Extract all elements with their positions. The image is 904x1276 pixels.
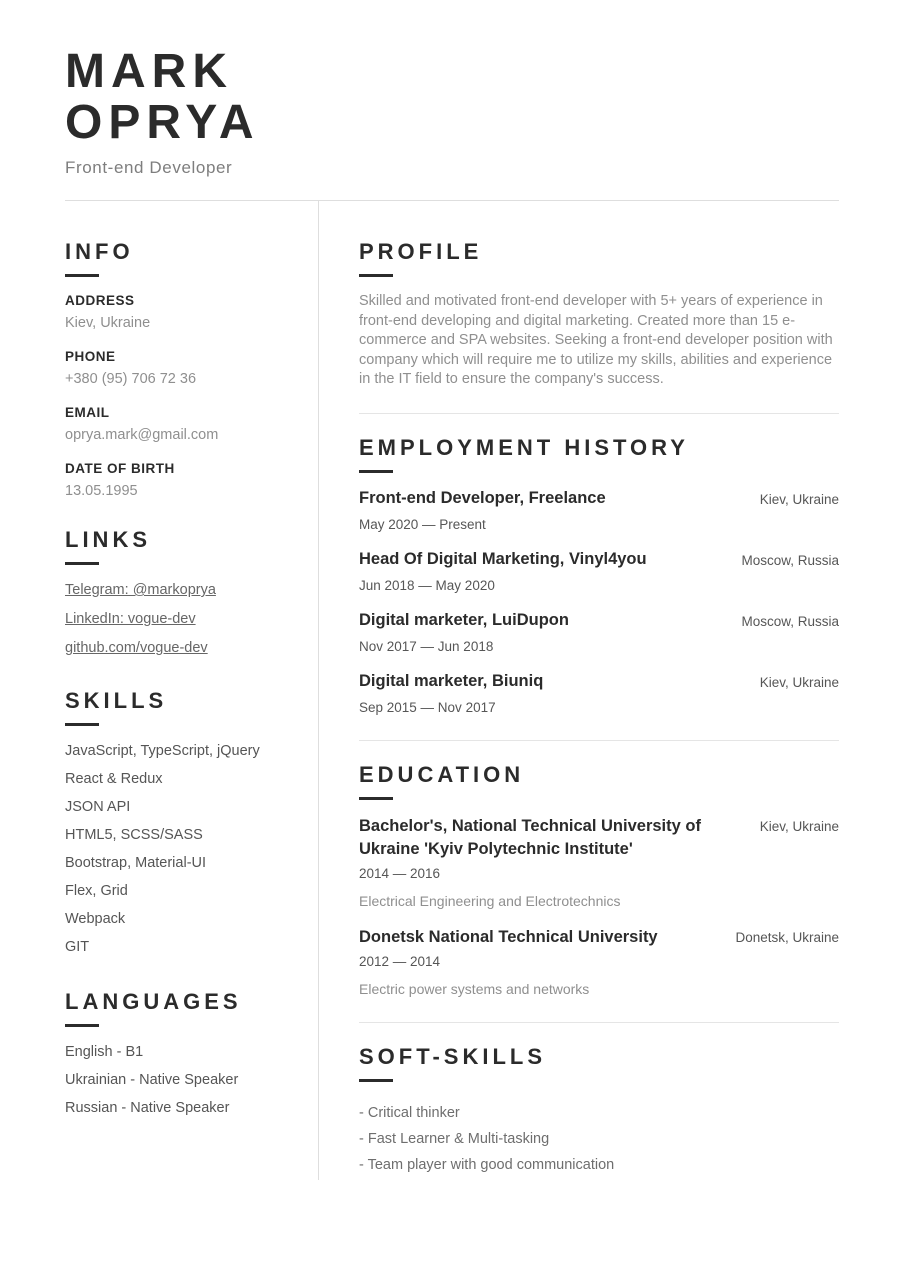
education-dates: 2012 — 2014 <box>359 953 441 969</box>
education-description: Electric power systems and networks <box>359 980 590 997</box>
employment-entry <box>359 610 839 656</box>
main-column <box>319 201 839 1180</box>
section-divider <box>359 413 839 414</box>
skills-section <box>65 688 290 957</box>
soft-skills-section <box>359 1044 839 1175</box>
entry-row <box>359 671 839 693</box>
heading-underline <box>65 562 99 565</box>
languages-section <box>65 989 290 1118</box>
skill-item: Bootstrap, Material-UI <box>65 855 207 871</box>
employment-dates: May 2020 — Present <box>359 516 486 532</box>
soft-skills-heading: SOFT-SKILLS <box>359 1043 546 1069</box>
profile-heading: PROFILE <box>359 239 483 264</box>
education-dates: 2014 — 2016 <box>359 865 441 881</box>
heading-underline <box>65 1024 99 1027</box>
info-field-label: PHONE <box>65 349 116 364</box>
skill-item: Webpack <box>65 911 126 927</box>
section-divider <box>359 740 839 741</box>
employment-entry <box>359 671 839 717</box>
skills-heading: SKILLS <box>65 688 168 713</box>
employment-title: Front-end Developer, Freelance <box>359 488 606 507</box>
language-item: English - B1 <box>65 1044 144 1060</box>
link-github[interactable]: github.com/vogue-dev <box>65 640 208 656</box>
skills-list <box>65 742 290 957</box>
education-description: Electrical Engineering and Electrotechnics <box>359 892 621 909</box>
employment-location: Moscow, Russia <box>741 552 839 568</box>
skill-item: JavaScript, TypeScript, jQuery <box>65 743 260 759</box>
person-name <box>65 46 839 148</box>
skill-item: HTML5, SCSS/SASS <box>65 827 203 843</box>
skill-item: Flex, Grid <box>65 883 128 899</box>
info-field-value: Kiev, Ukraine <box>65 315 151 331</box>
languages-heading: LANGUAGES <box>65 989 242 1014</box>
links-section <box>65 527 290 658</box>
education-location: Kiev, Ukraine <box>759 818 839 834</box>
info-field-value: 13.05.1995 <box>65 483 138 499</box>
person-name-line1: MARK <box>65 45 233 98</box>
language-item: Ukrainian - Native Speaker <box>65 1072 239 1088</box>
header <box>0 0 904 178</box>
skill-item: React & Redux <box>65 771 163 787</box>
info-field-date-of-birth <box>65 460 290 501</box>
education-location: Donetsk, Ukraine <box>735 929 839 945</box>
employment-dates: Jun 2018 — May 2020 <box>359 577 495 593</box>
languages-list <box>65 1043 290 1118</box>
info-field-phone <box>65 348 290 389</box>
employment-entry <box>359 488 839 534</box>
employment-section <box>359 435 839 717</box>
employment-entry <box>359 549 839 595</box>
sidebar <box>65 201 319 1180</box>
employment-location: Moscow, Russia <box>741 613 839 629</box>
employment-location: Kiev, Ukraine <box>759 674 839 690</box>
content-columns <box>65 200 839 1180</box>
employment-dates: Sep 2015 — Nov 2017 <box>359 699 496 715</box>
heading-underline <box>359 1079 393 1082</box>
info-field-address <box>65 292 290 333</box>
education-heading: EDUCATION <box>359 761 525 787</box>
employment-title: Digital marketer, LuiDupon <box>359 610 569 629</box>
soft-skill-item: - Fast Learner & Multi-tasking <box>359 1130 550 1147</box>
link-linkedin[interactable]: LinkedIn: vogue-dev <box>65 611 196 627</box>
skill-item: GIT <box>65 939 90 955</box>
employment-title: Head Of Digital Marketing, Vinyl4you <box>359 549 647 568</box>
link-telegram[interactable]: Telegram: @markoprya <box>65 582 216 598</box>
links-heading: LINKS <box>65 527 151 552</box>
soft-skill-item: - Team player with good communication <box>359 1156 615 1173</box>
employment-heading: EMPLOYMENT HISTORY <box>359 434 689 460</box>
heading-underline <box>359 470 393 473</box>
employment-title: Digital marketer, Biuniq <box>359 671 544 690</box>
employment-location: Kiev, Ukraine <box>759 491 839 507</box>
heading-underline <box>359 797 393 800</box>
heading-underline <box>65 723 99 726</box>
soft-skills-list <box>359 1104 839 1175</box>
entry-row <box>359 488 839 510</box>
info-field-value: oprya.mark@gmail.com <box>65 427 219 443</box>
education-section <box>359 762 839 999</box>
info-field-email <box>65 404 290 445</box>
employment-dates: Nov 2017 — Jun 2018 <box>359 638 494 654</box>
soft-skill-item: - Critical thinker <box>359 1104 460 1121</box>
skill-item: JSON API <box>65 799 131 815</box>
section-divider <box>359 1022 839 1023</box>
info-field-label: EMAIL <box>65 405 110 420</box>
education-entry <box>359 815 839 911</box>
heading-underline <box>359 274 393 277</box>
profile-text: Skilled and motivated front-end developer with 5+ years of experience in front-end developing and digital marketing. Created more than 15 e-commerce and SPA websites. Seeking a front-end developer position with company which will require me to utilize my skills, abilities and experience in the IT field to ensure the company's success. <box>359 293 833 387</box>
heading-underline <box>65 274 99 277</box>
entry-row <box>359 549 839 571</box>
entry-row <box>359 610 839 632</box>
person-job-title: Front-end Developer <box>65 158 233 177</box>
person-name-line2: OPRYA <box>65 96 260 149</box>
entry-row <box>359 926 839 949</box>
education-title: Bachelor's, National Technical University of Ukraine 'Kyiv Polytechnic Institute' <box>359 816 701 858</box>
language-item: Russian - Native Speaker <box>65 1100 230 1116</box>
info-field-value: +380 (95) 706 72 36 <box>65 371 197 387</box>
info-heading: INFO <box>65 239 134 264</box>
info-field-label: DATE OF BIRTH <box>65 461 175 476</box>
profile-section <box>359 239 839 390</box>
education-title: Donetsk National Technical University <box>359 927 658 946</box>
info-section <box>65 239 290 501</box>
info-field-label: ADDRESS <box>65 293 135 308</box>
education-entry <box>359 926 839 999</box>
links-list <box>65 581 290 658</box>
entry-row <box>359 815 839 861</box>
